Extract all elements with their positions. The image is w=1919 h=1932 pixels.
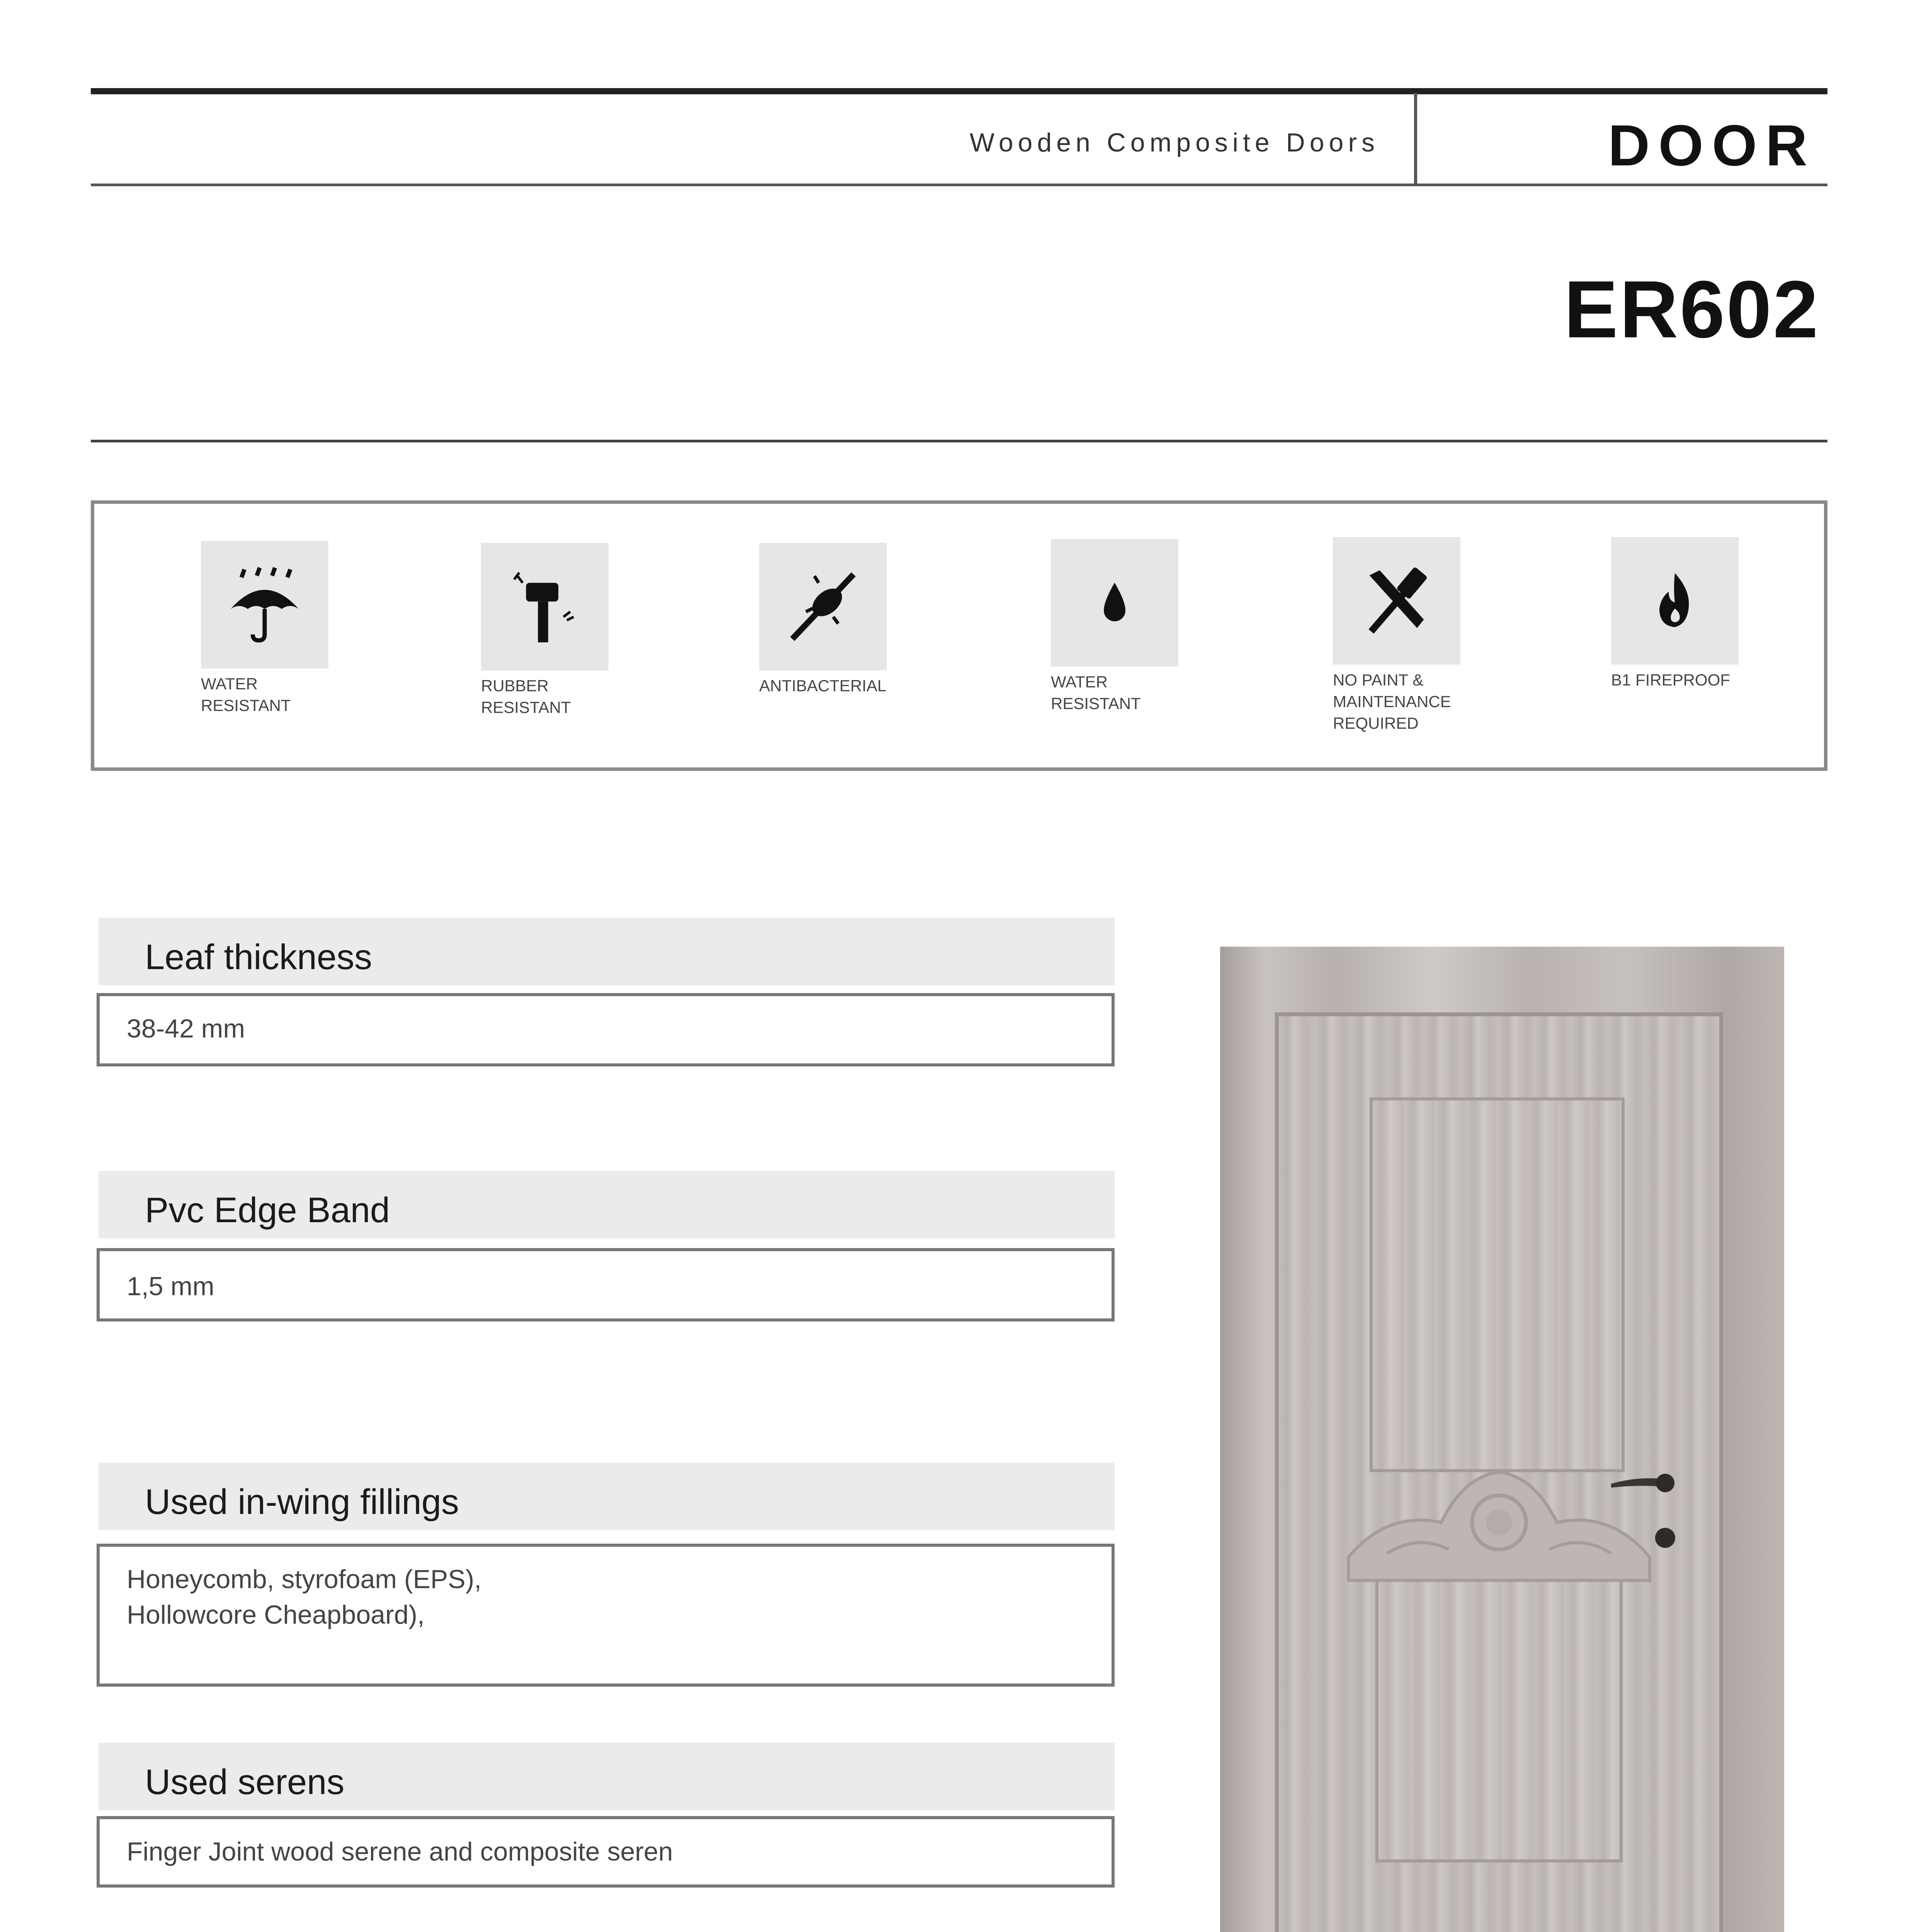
spec-value: Honeycomb, styrofoam (EPS), Hollowcore Cheapboard), (127, 1565, 482, 1629)
spec-leaf-thickness-value (97, 993, 1115, 1066)
spec-edge-band-heading (99, 1171, 1115, 1238)
spec-title: Leaf thickness (145, 937, 372, 977)
feature-water-resistant (201, 541, 363, 716)
feature-label: WATER RESISTANT (201, 675, 291, 714)
feature-no-paint (1333, 537, 1495, 734)
feature-label: ANTIBACTERIAL (759, 677, 887, 695)
spec-edge-band-value (97, 1248, 1115, 1321)
model-number: ER602 (1564, 264, 1820, 355)
spec-serens-heading (99, 1743, 1115, 1810)
feature-label: B1 FIREPROOF (1611, 671, 1730, 689)
header-bottom-rule (91, 184, 1827, 186)
feature-label: WATER RESISTANT (1051, 673, 1141, 713)
spec-leaf-thickness-heading (99, 918, 1115, 985)
door-upper-panel (1370, 1097, 1625, 1472)
spec-fillings-heading (99, 1463, 1115, 1530)
category-title: DOOR (1608, 113, 1816, 178)
top-rule (91, 88, 1827, 94)
document-subtitle: Wooden Composite Doors (969, 128, 1379, 157)
door-handle (1607, 1468, 1715, 1569)
feature-antibacterial (759, 543, 921, 697)
spec-fillings-value (97, 1544, 1115, 1687)
hammer-icon (481, 543, 609, 670)
spec-value: 1,5 mm (127, 1272, 214, 1301)
spec-value: Finger Joint wood serene and composite seren (127, 1837, 673, 1866)
antibacterial-icon (759, 543, 887, 670)
spec-serens-value (97, 1816, 1115, 1888)
feature-fireproof (1611, 537, 1773, 691)
feature-label: NO PAINT & MAINTENANCE REQUIRED (1333, 671, 1451, 732)
door-lower-panel (1375, 1577, 1623, 1862)
spec-title: Used serens (145, 1762, 345, 1802)
tools-icon (1333, 537, 1460, 665)
umbrella-icon (201, 541, 328, 668)
spec-title: Pvc Edge Band (145, 1190, 390, 1230)
model-rule (91, 440, 1827, 442)
feature-water-resistant-2 (1051, 539, 1213, 714)
spec-title: Used in-wing fillings (145, 1482, 459, 1522)
spec-value: 38-42 mm (127, 1014, 245, 1043)
water-drop-icon (1051, 539, 1178, 667)
feature-rubber-resistant (481, 543, 643, 718)
header-divider (1414, 93, 1417, 185)
feature-label: RUBBER RESISTANT (481, 677, 571, 716)
flame-icon (1611, 537, 1739, 665)
